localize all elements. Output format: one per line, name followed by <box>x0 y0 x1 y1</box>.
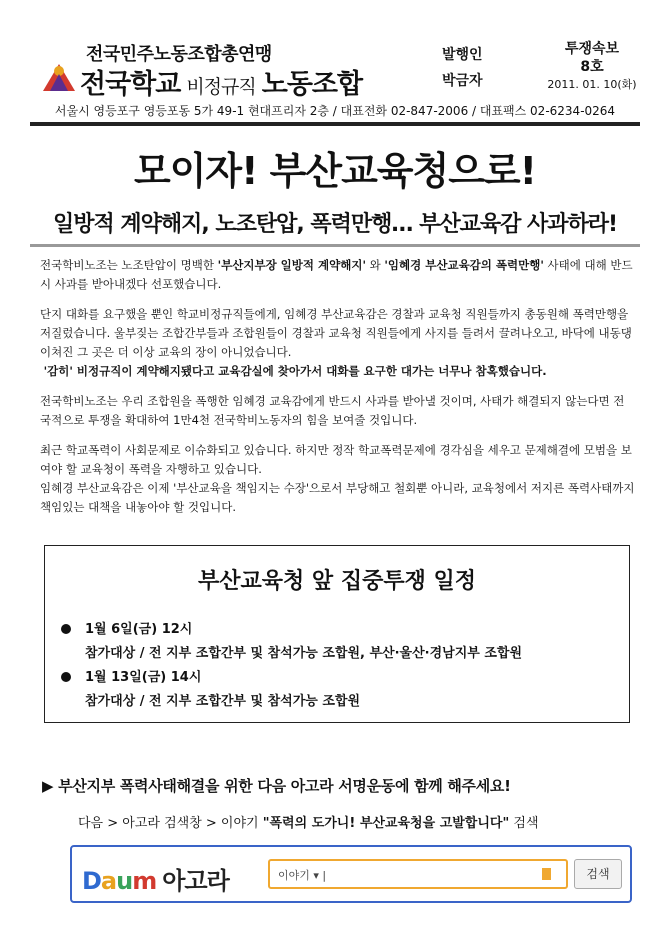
p1-highlight-2: '임혜경 부산교육감의 폭력만행' <box>384 258 544 272</box>
logo-agora-text: 아고라 <box>162 867 229 895</box>
p1-tail: 사태에 대해 반드시 사과를 받아내겠다 선포했습니다. <box>40 258 633 291</box>
p2-bold-text: '감히' 비정규직이 계약해지됐다고 교육감실에 찾아가서 대화를 요구한 대가는 너무나 참혹했습니다. <box>43 364 547 378</box>
issue-date: 2011. 01. 10(화) <box>547 78 637 91</box>
issue-number: 8호 <box>580 59 604 75</box>
bullet-icon <box>61 672 71 682</box>
contact-address: 서울시 영등포구 영등포동 5가 49-1 현대프리자 2층 / 대표전화 02-847-2006 / 대표팩스 02-6234-0264 <box>54 104 616 118</box>
logo-letter-u: u <box>116 867 133 895</box>
search-path-end: 검색 <box>509 816 539 831</box>
page-subtitle: 일방적 계약해지, 노조탄압, 폭력만행… 부산교육감 사과하라! <box>52 212 618 237</box>
article-body <box>40 256 635 528</box>
paragraph-4: 최근 학교폭력이 사회문제로 이슈화되고 있습니다. 하지만 정작 학교폭력문제에 경각심을 세우고 문제해결에 모범을 보여야 할 교육청이 폭력을 자행하고 있습니다. <box>40 443 632 476</box>
schedule-item-1 <box>61 618 192 637</box>
search-marker-icon <box>542 868 551 880</box>
schedule-item-2 <box>61 666 201 685</box>
schedule-item-2-time: 1월 13일(금) 14시 <box>85 670 202 685</box>
search-path: 다음 > 아고라 검색창 > 이야기 <box>78 816 263 831</box>
union-name-part-3: 노동조합 <box>261 69 363 100</box>
publisher-label: 발행인 <box>442 47 483 63</box>
logo-letter-d: D <box>82 867 101 895</box>
search-input[interactable] <box>268 859 568 889</box>
paragraph-1 <box>40 256 635 294</box>
paragraph-3: 전국학비노조는 우리 조합원을 폭행한 임혜경 교육감에게 반드시 사과를 받아낼 것이며, 사태가 해결되지 않는다면 전국적으로 투쟁을 확대하여 1만4천 전국학비노동자의 힘을 보여줄 것입니다. <box>40 394 625 427</box>
p1-conj: 와 <box>365 258 385 272</box>
issue-type: 투쟁속보 <box>564 41 620 57</box>
bullet-icon <box>61 624 71 634</box>
search-button[interactable]: 검색 <box>574 859 622 889</box>
publisher-name: 박금자 <box>442 73 483 89</box>
paragraph-2-bold <box>40 362 635 381</box>
daum-agora-search-bar <box>70 845 632 903</box>
search-category-select[interactable]: 이야기 ▾ | <box>278 869 327 882</box>
union-name-part-1: 전국학교 <box>80 69 181 100</box>
paragraph-2: 단지 대화를 요구했을 뿐인 학교비정규직들에게, 임혜경 부산교육감은 경찰과 교육청 직원들까지 총동원해 폭력만행을 저질렀습니다. 울부짖는 조합간부들과 조합원들이 경찰과 교육청 직원들에게 사지를 들려서 끌려나오고, 바닥에 내동댕이쳐진 그 곳은 더 이상 교육의 장이 아니었습니다. <box>40 307 632 359</box>
p1-highlight-1: '부산지부장 일방적 계약해지' <box>217 258 366 272</box>
union-logo-icon <box>42 62 76 92</box>
petition-call: ▶ 부산지부 폭력사태해결을 위한 다음 아고라 서명운동에 함께 해주세요! <box>42 777 511 795</box>
search-instructions <box>78 812 539 831</box>
schedule-item-1-target: 참가대상 / 전 지부 조합간부 및 참석가능 조합원, 부산·울산·경남지부 조합원 <box>85 646 523 661</box>
schedule-title: 부산교육청 앞 집중투쟁 일정 <box>197 569 476 594</box>
logo-letter-a: a <box>100 867 117 895</box>
search-query: "폭력의 도가니! 부산교육청을 고발합니다" <box>262 816 510 831</box>
federation-name: 전국민주노동조합총연맹 <box>86 44 272 65</box>
schedule-item-1-time: 1월 6일(금) 12시 <box>85 622 193 637</box>
union-name <box>80 62 362 101</box>
paragraph-5: 임혜경 부산교육감은 이제 '부산교육을 책임지는 수장'으로서 부당해고 철회뿐 아니라, 교육청에서 저지른 폭력사태까지 책임있는 대책을 내놓아야 할 것입니다. <box>40 481 635 514</box>
schedule-box <box>44 545 630 723</box>
title-divider <box>30 244 640 247</box>
daum-agora-logo[interactable] <box>82 861 229 896</box>
union-name-part-2: 비정규직 <box>186 76 256 98</box>
p1-text: 전국학비노조는 노조탄압이 명백한 <box>40 258 218 272</box>
page-title: 모이자! 부산교육청으로! <box>134 149 536 193</box>
header-divider <box>30 122 640 126</box>
schedule-item-2-target: 참가대상 / 전 지부 조합간부 및 참석가능 조합원 <box>85 694 361 709</box>
logo-letter-m: m <box>132 867 157 895</box>
